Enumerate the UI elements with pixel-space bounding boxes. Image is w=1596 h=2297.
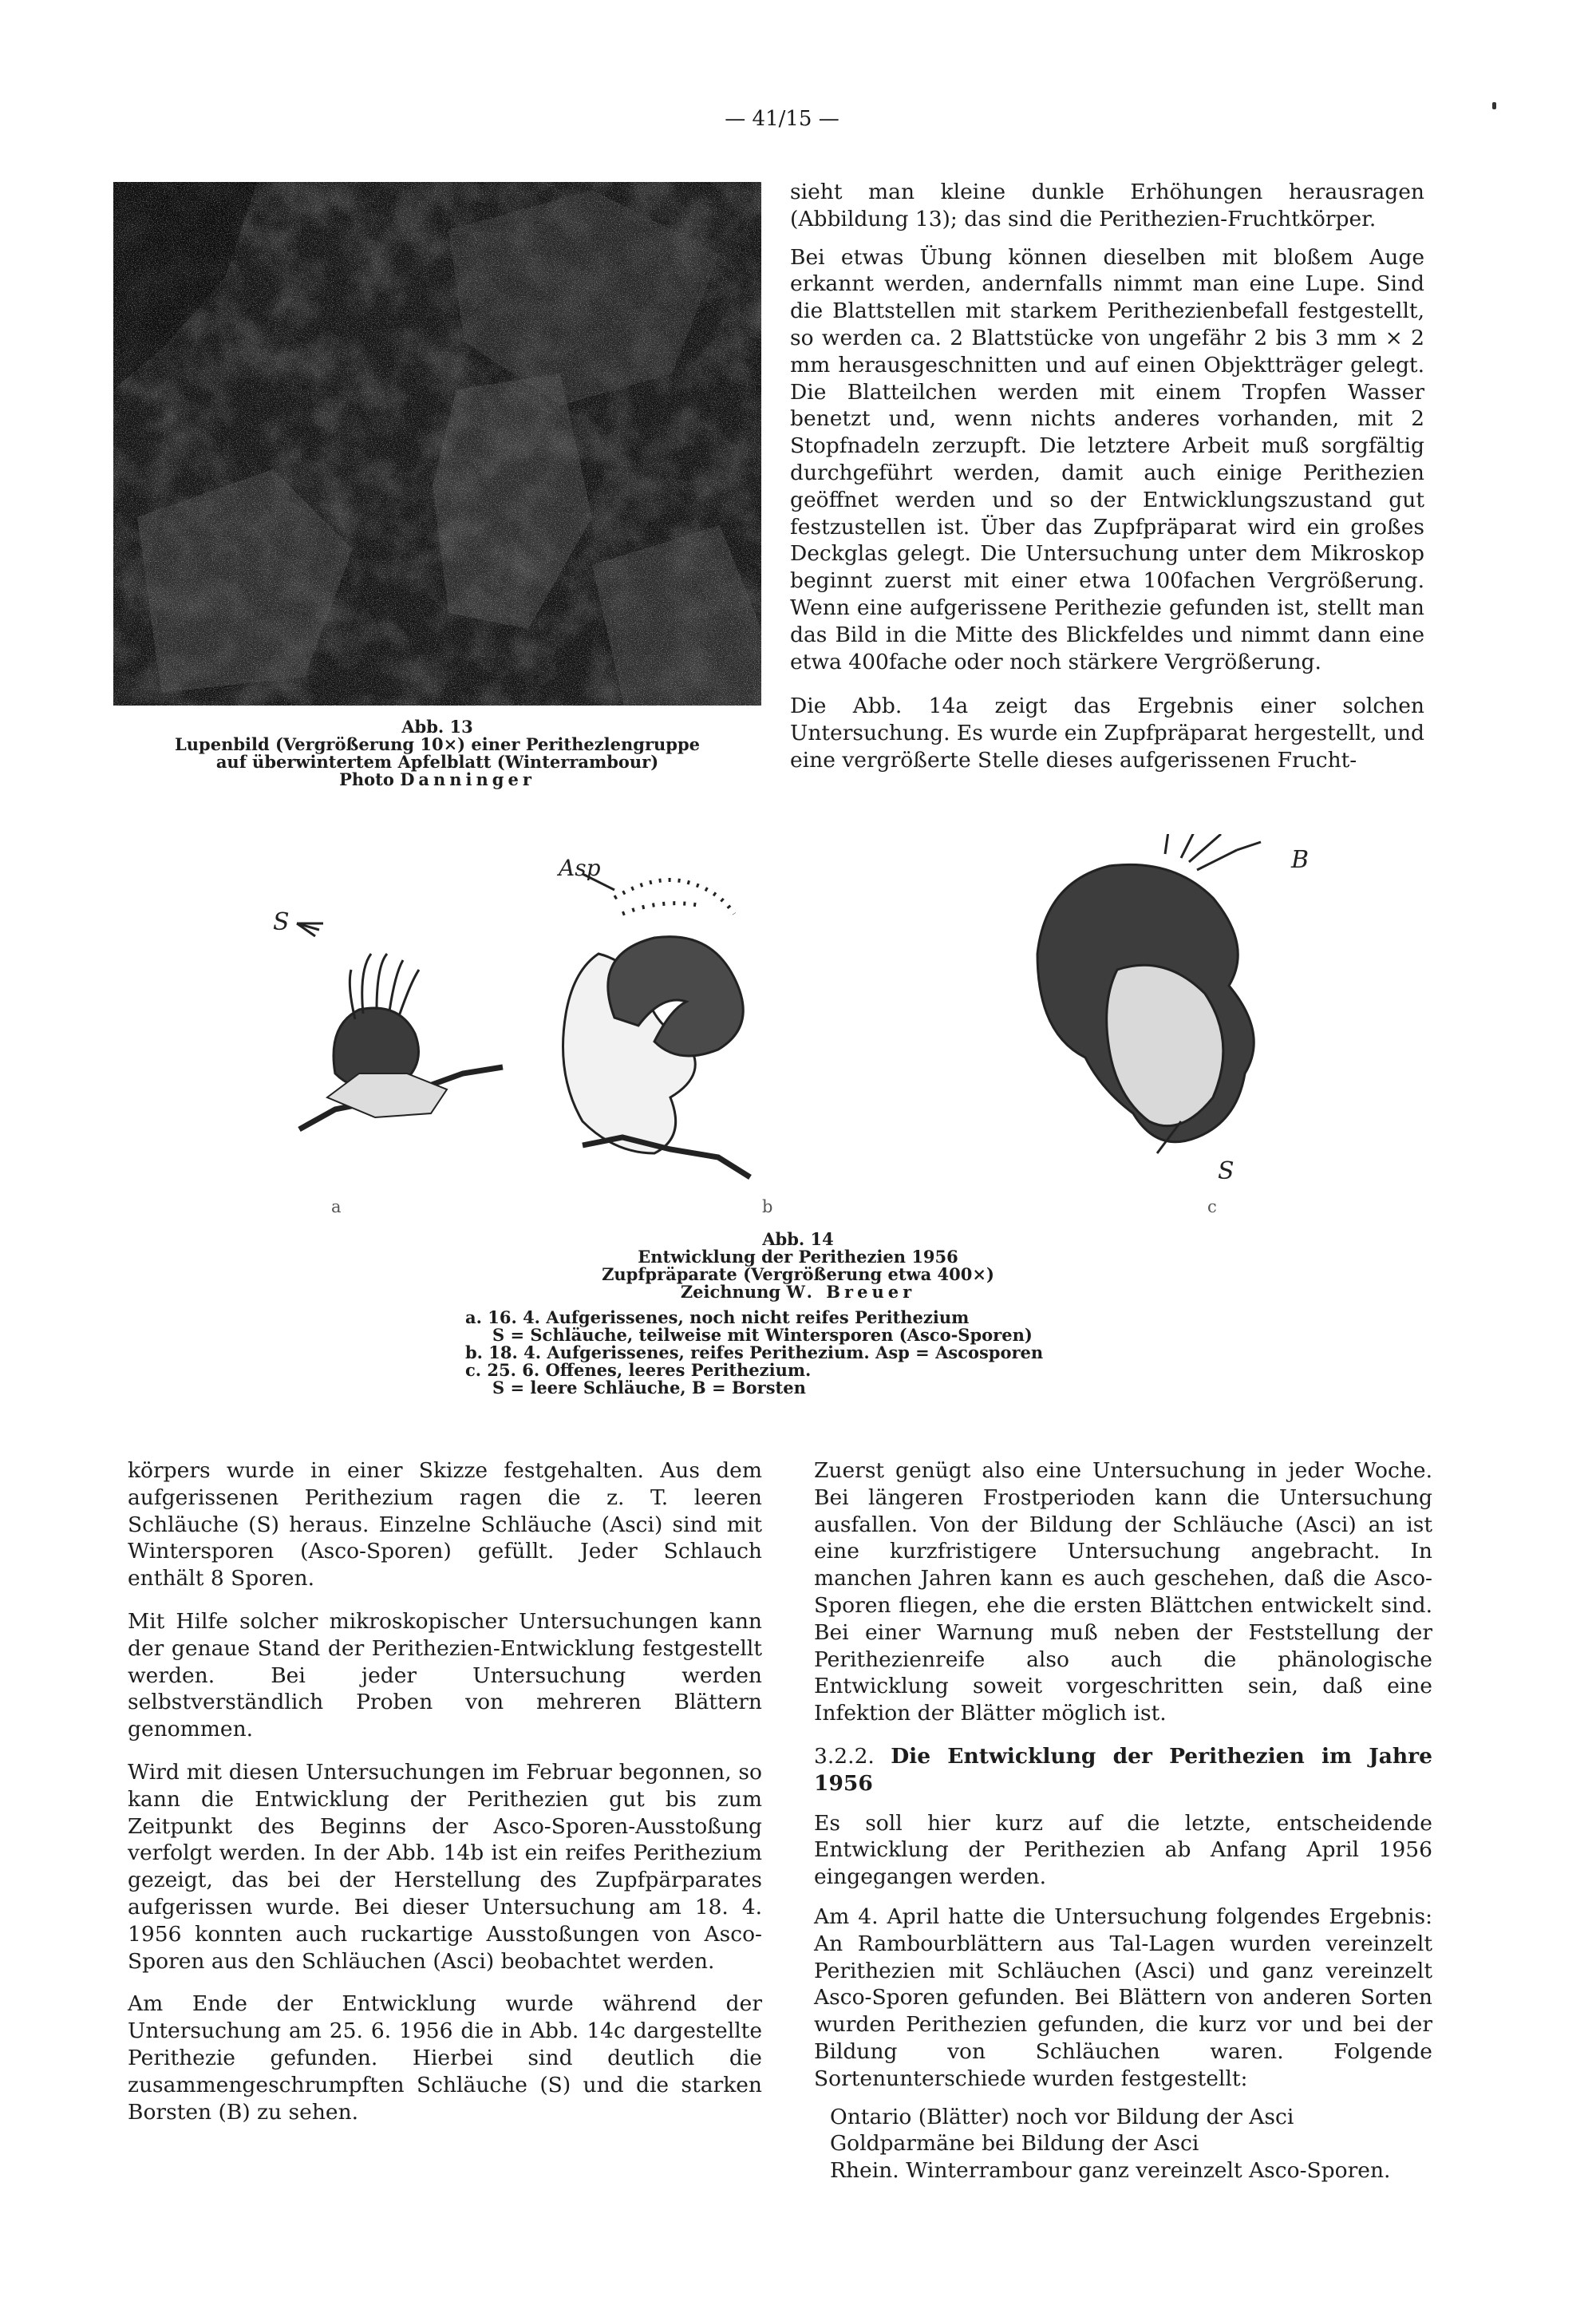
paragraph: Zuerst genügt also eine Untersuchung in jeder Woche. Bei längeren Frostperioden kann die Untersuchung ausfallen. Von der Bildung der Schläuche (Asci) an ist eine kurzfristigere Untersuchung angebracht. In manchen Jahren kann es auch geschehen, daß die Asco-Sporen fliegen, ehe die ersten Blättchen entwickelt sind. Bei einer Warnung muß neben der Feststellung der Perithezienreife also auch die phänologische Entwicklung soweit vorgeschritten sein, daß eine Infektion der Blätter möglich ist. (814, 1458, 1432, 1726)
paragraph: Bei etwas Übung können dieselben mit bloßem Auge erkannt werden, andernfalls nimmt man eine Lupe. Sind die Blattstellen mit starkem Perithezienbefall festgestellt, so werden ca. 2 Blattstücke von ungefähr 2 bis 3 mm × 2 mm herausgeschnitten und auf einen Objektträger gelegt. Die Blatteilchen werden mit einem Tropfen Wasser benetzt und, wenn nichts anderes vorhanden, mit 2 Stopfnadeln zerzupft. Die letztere Arbeit muß sorgfältig durchgeführt werden, damit auch einige Perithezien geöffnet werden und so der Entwicklungszustand gut festzustellen ist. Über das Zupfpräparat wird ein großes Deckglas gelegt. Die Untersuchung unter dem Mikroskop beginnt zuerst mit einer etwa 100fachen Vergrößerung. Wenn eine aufgerissene Perithezie gefunden ist, stellt man das Bild in die Mitte des Blickfeldes und nimmt dann eine etwa 400fache oder noch stärkere Vergrößerung. (790, 244, 1424, 674)
drawn-by-name: W. Breuer (786, 1282, 916, 1302)
legend-line: a. 16. 4. Aufgerissenes, noch nicht reifes Perithezium (465, 1307, 970, 1327)
sketch-label-s-c: S (1218, 1157, 1235, 1185)
sketch-label-s-a: S (273, 908, 290, 936)
section-heading (814, 1743, 1432, 1797)
paragraph: Am Ende der Entwicklung wurde während der Untersuchung am 25. 6. 1956 die in Abb. 14c dargestellte Perithezie gefunden. Hierbei sind deutlich die zusammengeschrumpften Schläuche (S) und die starken Borsten (B) zu sehen. (128, 1991, 762, 2125)
drawn-prefix: Zeichnung (680, 1282, 781, 1302)
figure13-photo (113, 182, 761, 706)
sketch-c (1037, 834, 1261, 1153)
panel-label-b: b (762, 1197, 773, 1216)
legend-line: b. 18. 4. Aufgerissenes, reifes Perithezium. Asp = Ascosporen (465, 1342, 1044, 1362)
panel-label-c: c (1207, 1197, 1217, 1216)
photographer-name: Danninger (400, 769, 535, 789)
sketch-b (563, 874, 751, 1177)
panel-label-a: a (331, 1197, 342, 1216)
list-item: Goldparmäne bei Bildung der Asci (830, 2131, 1199, 2157)
figure13-label: Abb. 13 (401, 717, 473, 737)
page-number: — 41/15 — (725, 107, 839, 131)
sketch-a (297, 923, 503, 1129)
corner-mark (1492, 102, 1496, 109)
figure14-caption (479, 1231, 1117, 1301)
list-item: Ontario (Blätter) noch vor Bildung der Asci (830, 2104, 1294, 2129)
figure13-caption-line: Lupenbild (Vergrößerung 10×) einer Perithezlengruppe (174, 734, 700, 754)
list-item: Rhein. Winterrambour ganz vereinzelt Asco-Sporen. (830, 2158, 1391, 2184)
paragraph: Es soll hier kurz auf die letzte, entscheidende Entwicklung der Perithezien ab Anfang April 1956 eingegangen werden. (814, 1810, 1432, 1890)
photo-prefix: Photo (339, 769, 394, 789)
figure14-label: Abb. 14 (762, 1229, 834, 1249)
paragraph: Die Abb. 14a zeigt das Ergebnis einer solchen Untersuchung. Es wurde ein Zupfpräparat hergestellt, und eine vergrößerte Stelle dieses aufgerissenen Frucht- (790, 694, 1424, 773)
section-number: 3.2.2. (814, 1743, 875, 1769)
section-title: Die Entwicklung der Perithezien im Jahre 1956 (814, 1743, 1432, 1796)
figure14-legend (465, 1309, 1152, 1397)
figure14-sketches (239, 834, 1404, 1217)
figure13-photo-credit (113, 771, 761, 789)
paragraph: Wird mit diesen Untersuchungen im Februar begonnen, so kann die Entwicklung der Perithezien gut bis zum Zeitpunkt des Beginns der Asco-Sporen-Ausstoßung verfolgt werden. In der Abb. 14b ist ein reifes Perithezium gezeigt, das bei der Herstellung des Zupfpärparates aufgerissen wurde. Bei dieser Untersuchung am 18. 4. 1956 konnten auch ruckartige Ausstoßungen von Asco-Sporen aus den Schläuchen (Asci) beobachtet werden. (128, 1759, 762, 1974)
legend-line: S = Schläuche, teilweise mit Wintersporen (Asco-Sporen) (492, 1325, 1033, 1345)
variety-list (814, 2104, 1432, 2184)
sketch-label-b: B (1291, 846, 1310, 874)
paragraph: körpers wurde in einer Skizze festgehalten. Aus dem aufgerissenen Perithezium ragen die z. T. leeren Schläuche (S) heraus. Einzelne Schläuche (Asci) sind mit Wintersporen (Asco-Sporen) gefüllt. Jeder Schlauch enthält 8 Sporen. (128, 1458, 762, 1591)
right-column-top (790, 179, 1424, 774)
paragraph: Am 4. April hatte die Untersuchung folgendes Ergebnis: An Rambourblättern aus Tal-Lagen wurden vereinzelt Perithezien mit Schläuchen (Asci) und ganz vereinzelt Asco-Sporen gefunden. Bei Blättern von anderen Sorten wurden Perithezien gefunden, die kurz vor und bei der Bildung von Schläuchen waren. Folgende Sortenunterschiede wurden festgestellt: (814, 1904, 1432, 2091)
figure14-caption-line: Entwicklung der Perithezien 1956 (638, 1247, 958, 1267)
paragraph: sieht man kleine dunkle Erhöhungen herausragen (Abbildung 13); das sind die Perithezien-Fruchtkörper. (790, 180, 1424, 231)
legend-line: S = leere Schläuche, B = Borsten (492, 1378, 806, 1398)
legend-line: c. 25. 6. Offenes, leeres Perithezium. (465, 1360, 812, 1380)
right-column-bottom (814, 1457, 1432, 2184)
left-column-bottom (128, 1457, 762, 2125)
sketch-label-asp: Asp (559, 855, 601, 881)
figure14-caption-line: Zupfpräparate (Vergrößerung etwa 400×) (602, 1264, 994, 1284)
figure14-drawn-by (479, 1283, 1117, 1301)
figure13-caption-line: auf überwintertem Apfelblatt (Winterrambour) (215, 752, 659, 772)
paragraph: Mit Hilfe solcher mikroskopischer Untersuchungen kann der genaue Stand der Perithezien-Entwicklung festgestellt werden. Bei jeder Untersuchung werden selbstverständlich Proben von mehreren Blättern genommen. (128, 1608, 762, 1742)
figure13-caption (113, 718, 761, 789)
